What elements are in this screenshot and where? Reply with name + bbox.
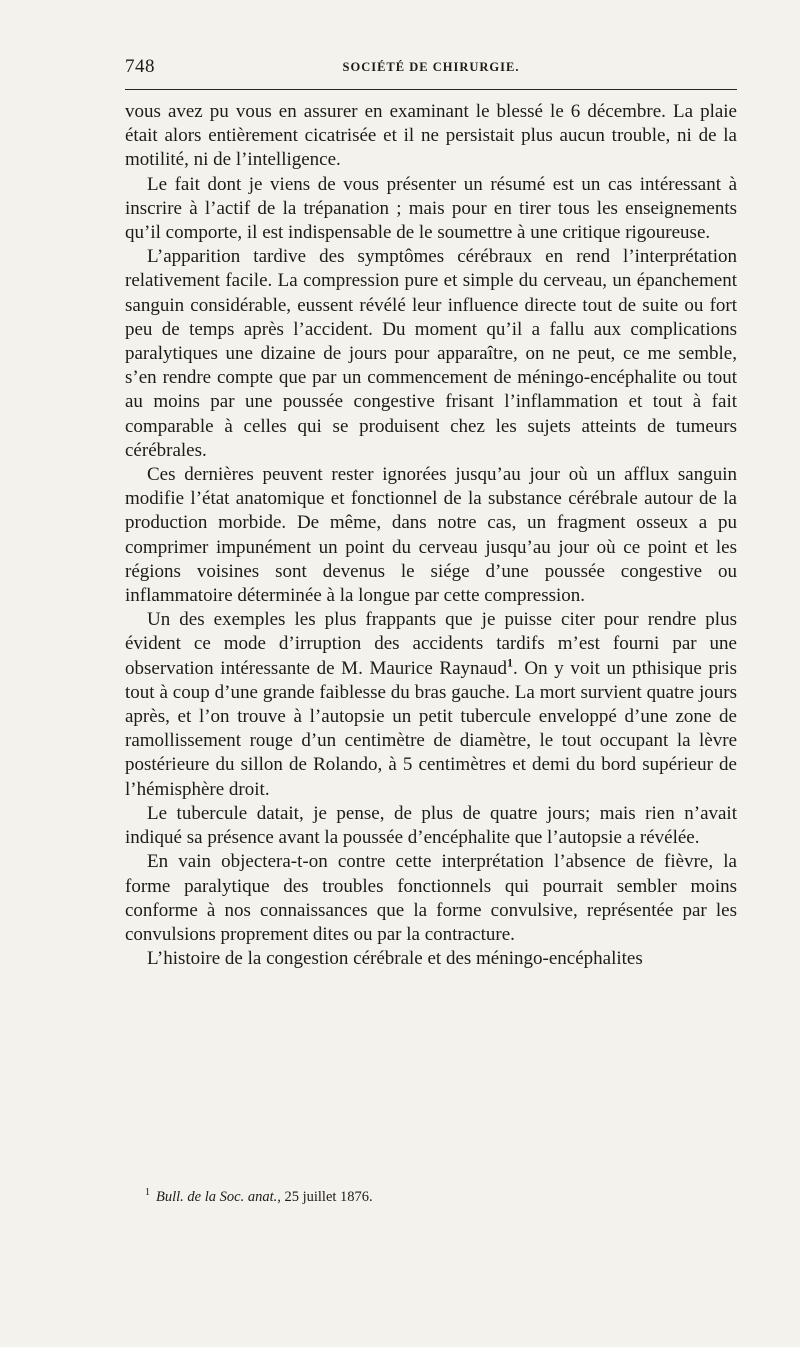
header-rule — [125, 89, 737, 90]
body-text — [125, 100, 737, 971]
raynaud-text-after: . On y voit un pthisique pris tout à coup d’une grande faiblesse du bras gauche. La mort survient quatre jours après, et l’on trouve à l’autopsie un petit tubercule enveloppé d’une zone de ramollissement rouge d’un centimètre de diamètre, le tout occupant la lèvre postérieure du sillon de Rolando, à 5 centimètres et demi du bord supérieur de l’hémisphère droit. — [125, 657, 737, 800]
paragraph-symptomes: L’apparition tardive des symptômes cérébraux en rend l’interprétation relativement facile. La compression pure et simple du cerveau, un épanchement sanguin considérable, eussent révélé leur influence directe tout de suite ou fort peu de temps après l’accident. Du moment qu’il a fallu aux complications paralytiques une dizaine de jours pour apparaître, on ne peut, ce me semble, s’en rendre compte que par un commencement de méningo-encéphalite ou tout au moins par une poussée congestive frisant l’inflammation et tout à fait comparable à celles qui se produisent chez les sujets atteints de tumeurs cérébrales. — [125, 246, 737, 461]
footnote-reference: 1 — [506, 655, 513, 670]
page-number: 748 — [125, 56, 155, 77]
footnote-marker: 1 — [145, 1187, 150, 1198]
footnote-date: , 25 juillet 1876. — [277, 1188, 373, 1205]
paragraph-continuation: vous avez pu vous en assurer en examinant le blessé le 6 décembre. La plaie était alors entièrement cicatrisée et il ne persistait plus aucun trouble, ni de la motilité, ni de l’intelligence. — [125, 101, 737, 171]
paragraph-histoire: L’histoire de la congestion cérébrale et des méningo-encéphalites — [147, 948, 643, 970]
footnote — [145, 1187, 705, 1206]
paragraph-trepanation: Le fait dont je viens de vous présenter un résumé est un cas intéressant à inscrire à l’actif de la trépanation ; mais pour en tirer tous les enseignements qu’il comporte, il est indispensable de le soumettre à une critique rigoureuse. — [125, 173, 737, 244]
paragraph-tubercule: Le tubercule datait, je pense, de plus de quatre jours; mais rien n’avait indiqué sa présence avant la poussée d’encéphalite que l’autopsie a révélée. — [125, 802, 737, 849]
paragraph-raynaud — [125, 608, 737, 802]
paragraph-objection: En vain objectera-t-on contre cette interprétation l’absence de fièvre, la forme paralytique des troubles fonctionnels qui pourrait sembler moins conforme à nos connaissances que la forme convulsive, représentée par les convulsions proprement dites ou par la contracture. — [125, 851, 737, 945]
raynaud-text-before: Un des exemples les plus frappants que je puisse citer pour rendre plus évident ce mode d’irruption des accidents tardifs m’est fourni par une observation intéressante de M. Maurice Raynaud — [125, 609, 737, 679]
running-head — [125, 56, 737, 82]
paragraph-tumeurs: Ces dernières peuvent rester ignorées jusqu’au jour où un afflux sanguin modifie l’état anatomique et fonctionnel de la substance cérébrale autour de la production morbide. De même, dans notre cas, un fragment osseux a pu comprimer impunément un point du cerveau jusqu’au jour où ce point et les régions voisines sont devenus le siége d’une poussée congestive ou inflammatoire déterminée à la longue par cette compression. — [125, 464, 737, 607]
journal-title: SOCIÉTÉ DE CHIRURGIE. — [342, 60, 520, 74]
footnote-source: Bull. de la Soc. anat. — [156, 1188, 278, 1205]
